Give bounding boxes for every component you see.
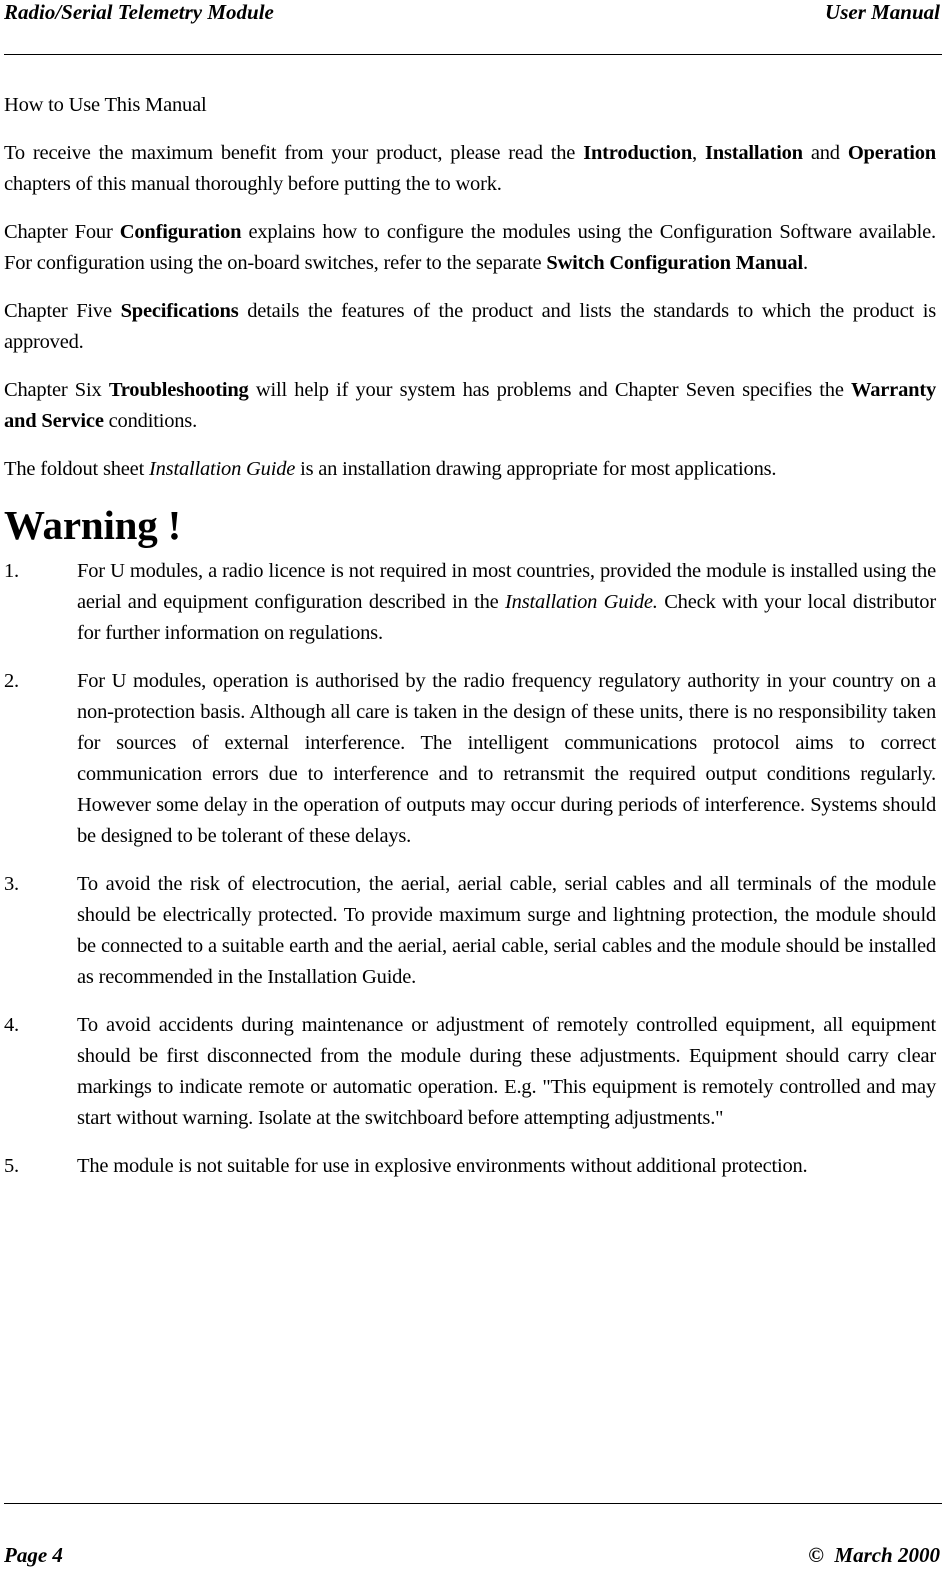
paragraph-installation-guide: The foldout sheet Installation Guide is an installation drawing appropriate for most applications. — [4, 458, 777, 480]
warning-number: 1. — [4, 560, 19, 582]
warning-item: 3. To avoid the risk of electrocution, the aerial, aerial cable, serial cables and all terminals of the module should be electrically protected. To provide maximum surge and lightning protection, the module should be connected to a suitable earth and the aerial, aerial cable, serial cables and the module should be installed as recommended in the Installation Guide. — [4, 869, 936, 993]
bold-troubleshooting: Troubleshooting — [108, 379, 249, 401]
paragraph-configuration: Chapter Four Configuration explains how to configure the modules using the Configuration Software available. For configuration using the on-board switches, refer to the separate Switch Configuration Manual. — [4, 221, 936, 274]
bold-configuration: Configuration — [119, 221, 242, 243]
page-number: 4 — [52, 1543, 63, 1567]
page-footer — [4, 1543, 940, 1569]
page-number-label: Page 4 — [4, 1543, 63, 1567]
paragraph-troubleshooting: Chapter Six Troubleshooting will help if your system has problems and Chapter Seven specifies the Warranty and Service conditions. — [4, 379, 936, 432]
warning-item: 4. To avoid accidents during maintenance or adjustment of remotely controlled equipment, all equipment should be first disconnected from the module during these adjustments. Equipment should carry clear markings to indicate remote or automatic operation. E.g. "This equipment is remotely controlled and may start without warning. Isolate at the switchboard before attempting adjustments." — [4, 1010, 936, 1134]
italic-installation-guide: Installation Guide. — [505, 591, 658, 613]
warning-number: 2. — [4, 670, 19, 692]
footer-rule — [4, 1503, 942, 1504]
section-heading: How to Use This Manual — [4, 94, 207, 116]
bold-switch-config-manual: Switch Configuration Manual — [546, 252, 803, 274]
warning-item: 5. The module is not suitable for use in explosive environments without additional protection. — [4, 1151, 936, 1182]
warning-title: Warning ! — [4, 502, 182, 548]
header-manual-label: User Manual — [825, 0, 940, 24]
bold-introduction: Introduction — [583, 142, 693, 164]
warning-number: 5. — [4, 1155, 19, 1177]
bold-installation: Installation — [704, 142, 803, 164]
header-document-title: Radio/Serial Telemetry Module — [4, 0, 274, 24]
warning-number: 4. — [4, 1014, 19, 1036]
page-header — [4, 0, 940, 26]
italic-installation-guide: Installation Guide — [149, 458, 296, 480]
warning-item: 2. For U modules, operation is authorised by the radio frequency regulatory authority in your country on a non-protection basis. Although all care is taken in the design of these units, there is no responsibility taken for sources of external interference. The intelligent communications protocol aims to correct communication errors due to interference and to retransmit the required output conditions regularly. However some delay in the operation of outputs may occur during periods of interference. Systems should be designed to be tolerant of these delays. — [4, 666, 936, 852]
bold-warranty-service: Warranty and Service — [4, 379, 936, 432]
warning-list — [4, 556, 936, 1182]
header-rule — [4, 54, 942, 55]
footer-date: © March 2000 — [808, 1543, 940, 1567]
warning-item: 1. For U modules, a radio licence is not required in most countries, provided the module is installed using the aerial and equipment configuration described in the Installation Guide. Check with your local distributor for further information on regulations. — [4, 556, 936, 649]
paragraph-specifications: Chapter Five Specifications details the features of the product and lists the standards to which the product is approved. — [4, 300, 936, 353]
copyright-symbol: © — [808, 1543, 824, 1567]
warning-number: 3. — [4, 873, 19, 895]
page-content — [4, 90, 936, 1199]
paragraph-intro: To receive the maximum benefit from your product, please read the Introduction, Installation and Operation chapters of this manual thoroughly before putting the to work. — [4, 142, 936, 195]
bold-operation: Operation — [847, 142, 936, 164]
bold-specifications: Specifications — [120, 300, 239, 322]
